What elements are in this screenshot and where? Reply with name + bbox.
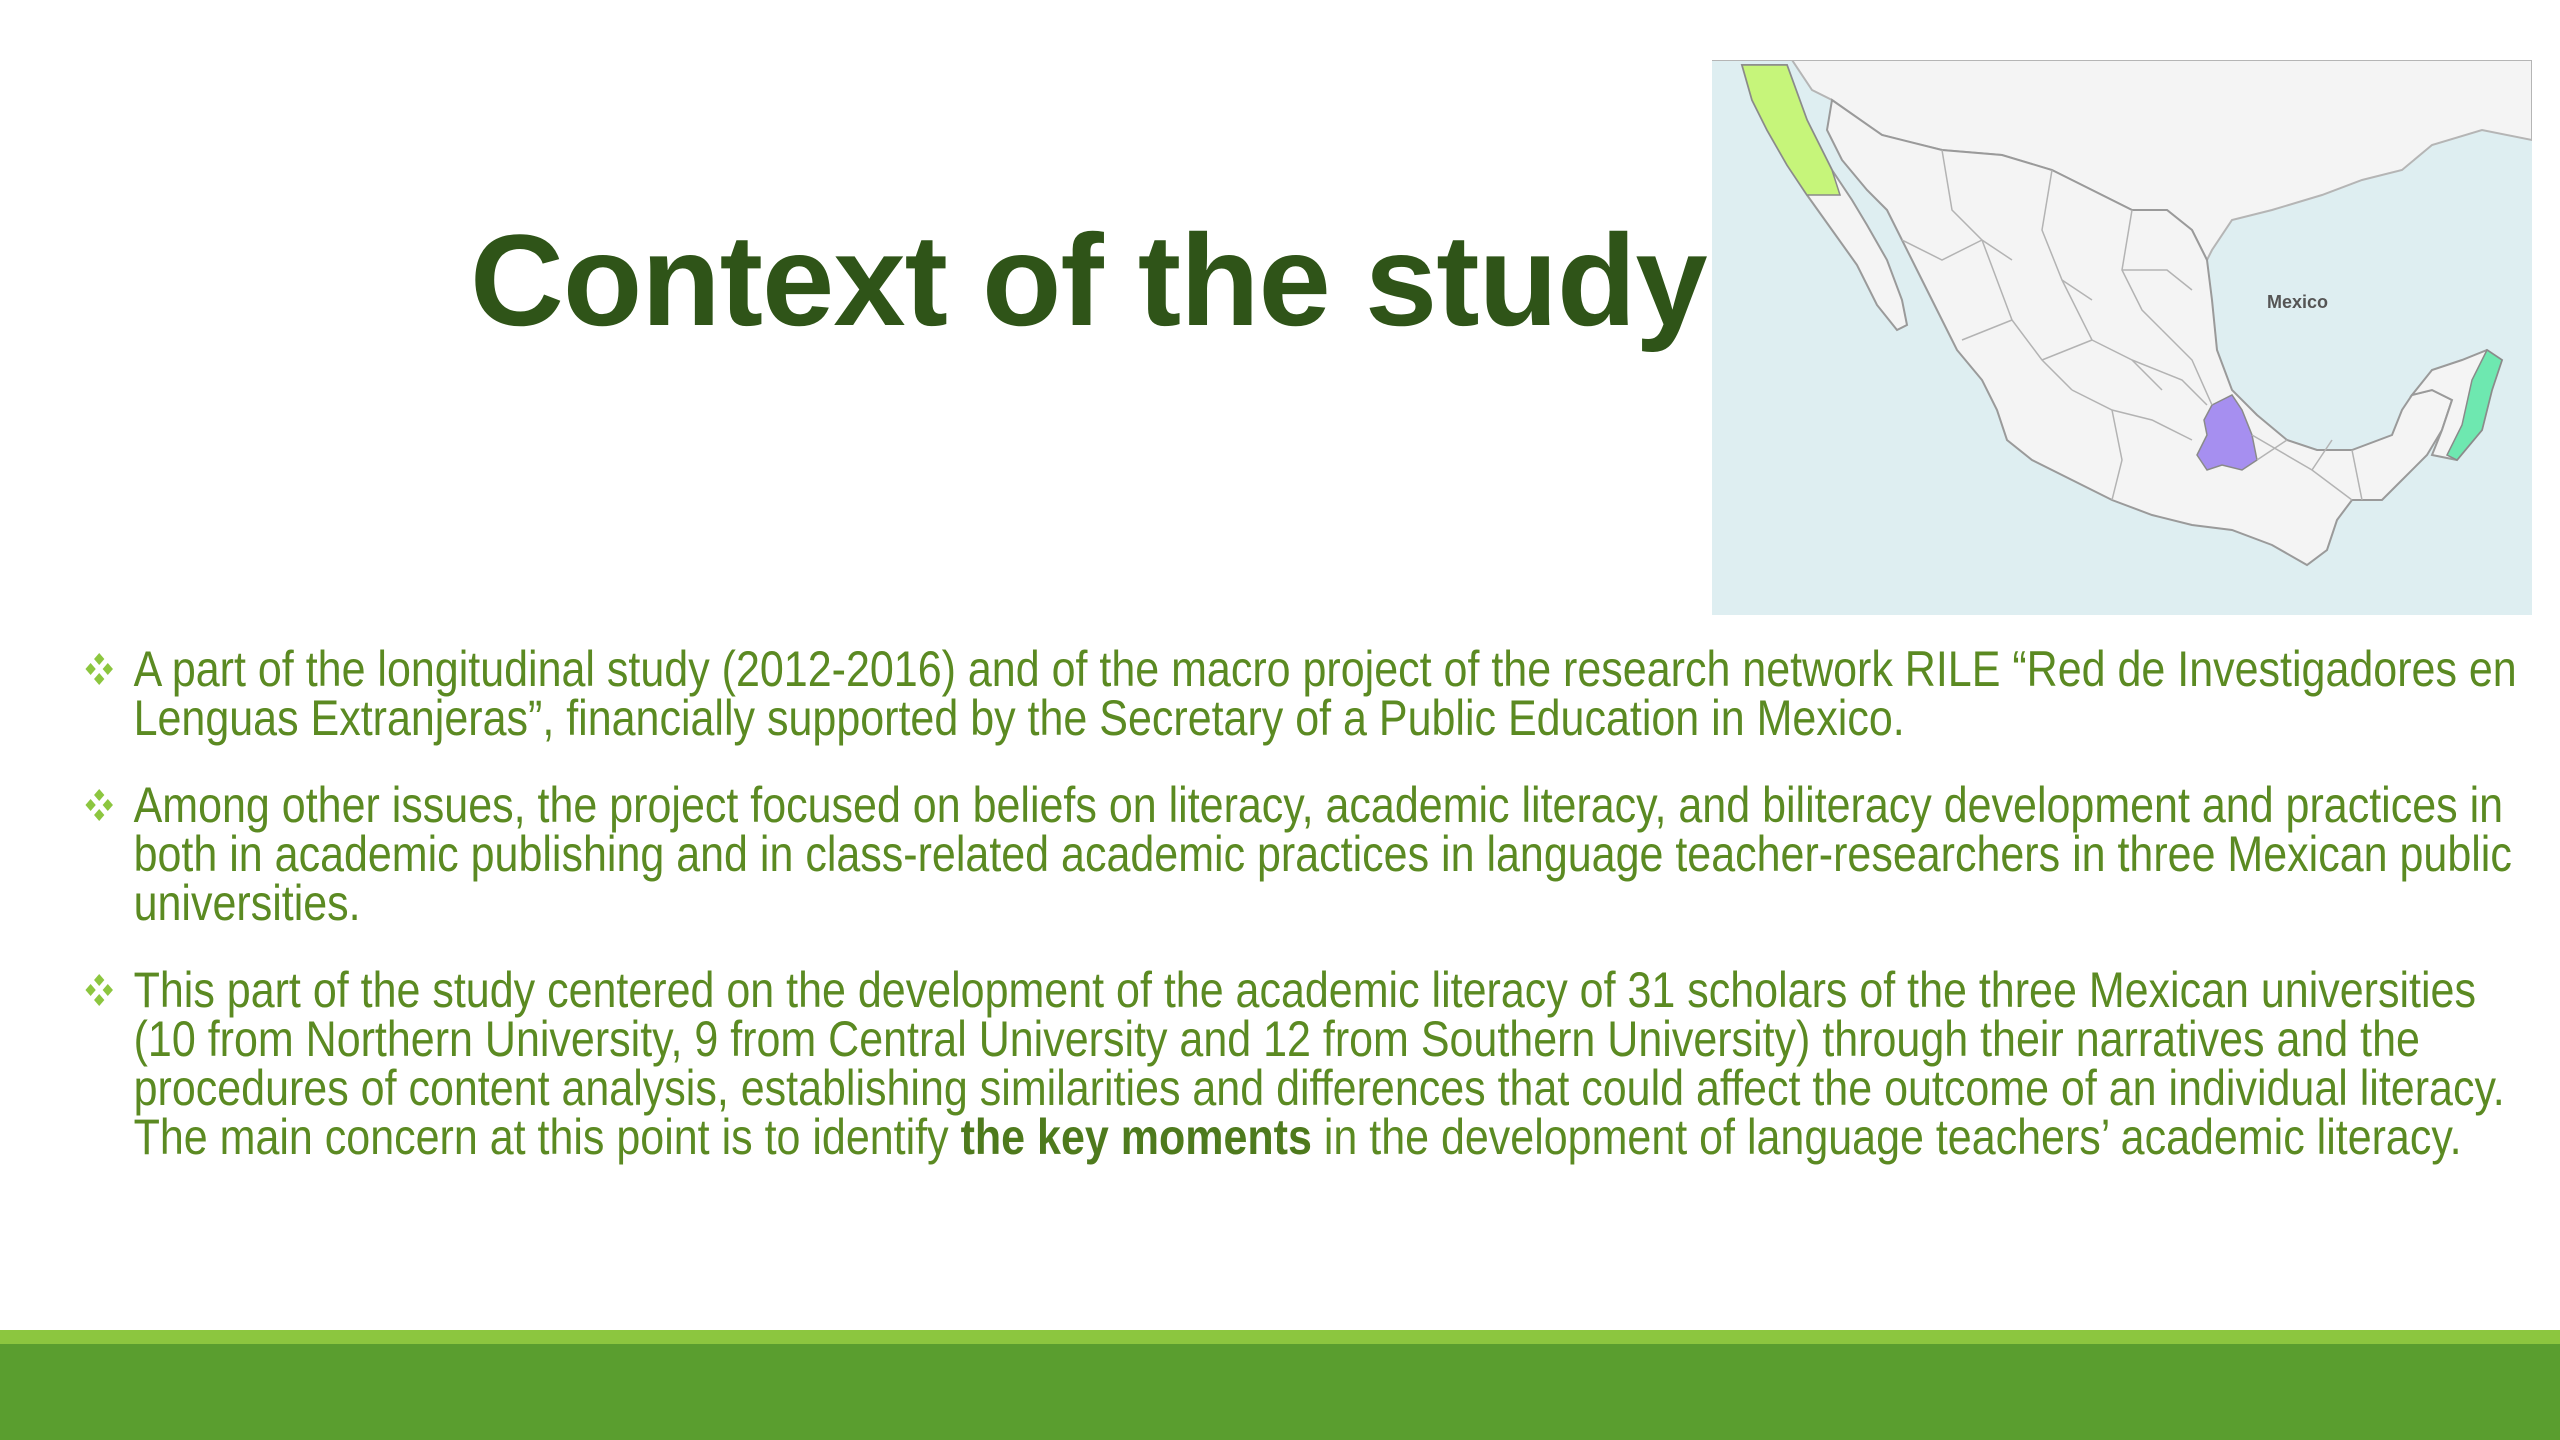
map-label: Mexico [2267, 292, 2329, 312]
slide-title: Context of the study [470, 207, 1707, 353]
bullet-text-1: A part of the longitudinal study (2012-2016) and of the macro project of the research network RILE “Red de Investigadores en Lenguas Extranjeras”, financially supported by the Secretary of a Public Education in Mexico. [133, 641, 2517, 746]
diamond-bullet-icon [82, 785, 116, 825]
bullet-item-1 [82, 641, 2533, 746]
diamond-bullet-icon [82, 970, 116, 1010]
bullet-text-3 [99, 962, 2533, 1165]
key-moments-emphasis: the key moments [960, 1109, 1312, 1165]
diamond-bullet-icon [82, 649, 116, 689]
bullet-text-2: Among other issues, the project focused on beliefs on literacy, academic literacy, and biliteracy development and practices in both in academic publishing and in class-related academic practices in language teacher-researchers in three Mexican public universities. [133, 777, 2512, 931]
footer-band-light [0, 1330, 2560, 1344]
bullet-item-2 [82, 777, 2533, 931]
bullet-item-3 [82, 962, 2533, 1165]
footer-band-dark [0, 1344, 2560, 1440]
bullet-text-3-part-2: in the development of language teachers’ academic literacy. [1311, 1109, 2462, 1165]
bullet-text-3-part-1: This part of the study centered on the development of the academic literacy of 31 scholars of the three Mexican universities (10 from Northern University, 9 from Central University and 12 from Southern University) through their narratives and the procedures of content analysis, establishing similarities and differences that could affect the outcome of an individual literacy. The main concern at this point is to identify [133, 962, 2505, 1165]
mexico-map-image [1712, 60, 2532, 615]
bullet-list [82, 641, 2533, 1200]
